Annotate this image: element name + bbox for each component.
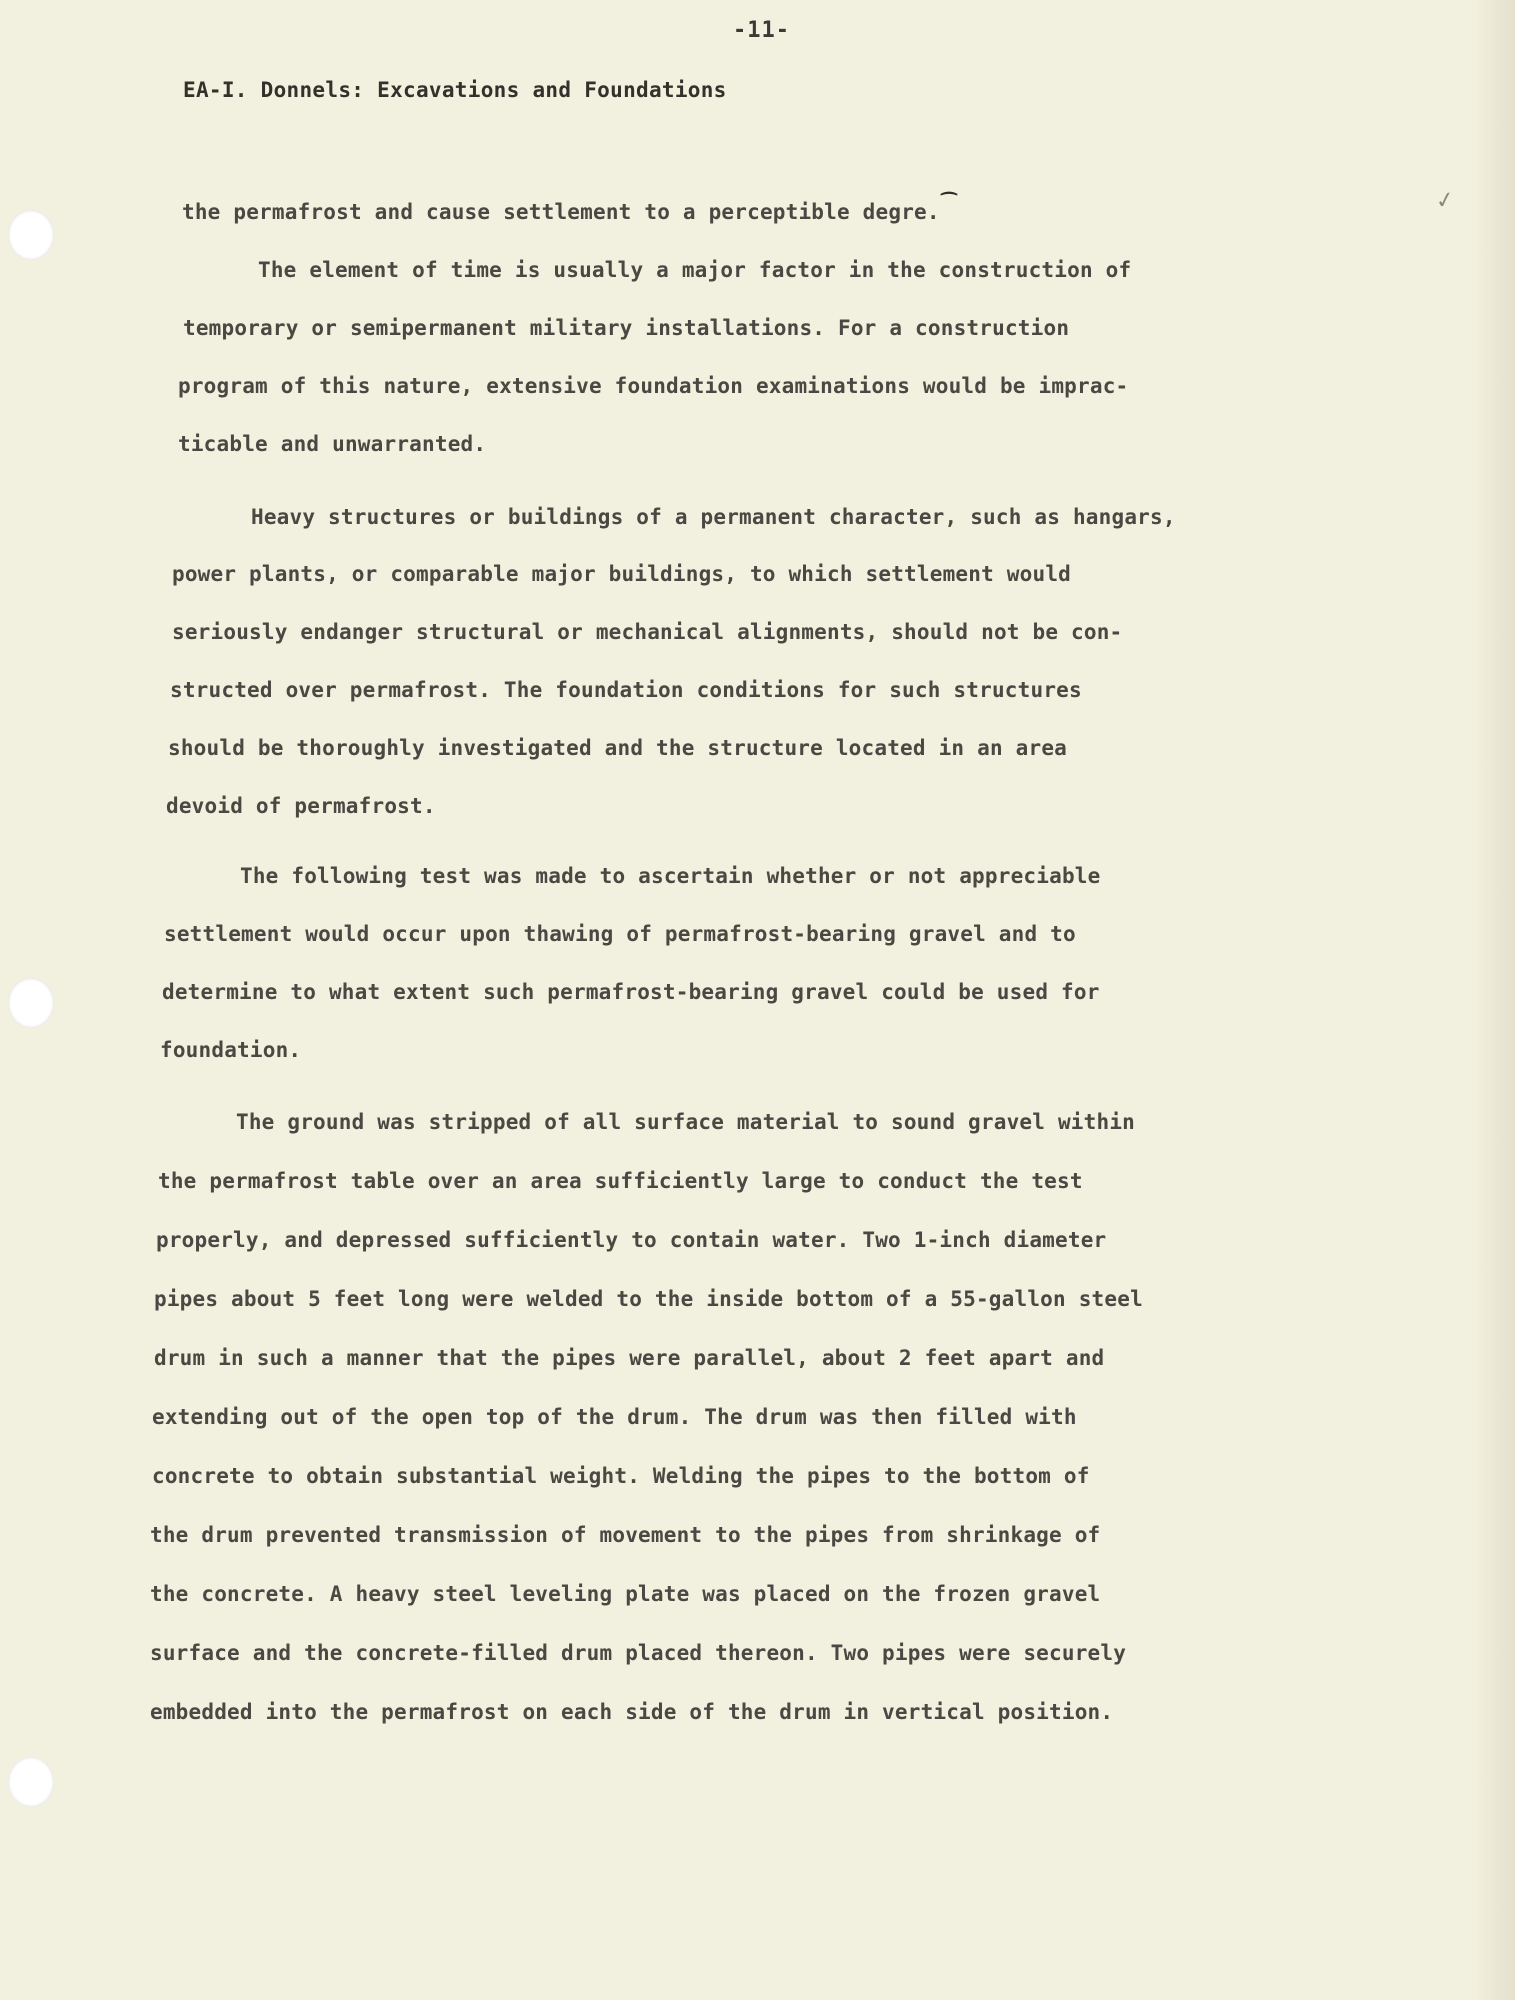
text-line: the permafrost and cause settlement to a perceptible degre. ⁀ bbox=[182, 193, 957, 224]
text-line: concrete to obtain substantial weight. Welding the pipes to the bottom of bbox=[152, 1464, 1090, 1488]
checkmark-icon: ✓ bbox=[1434, 183, 1456, 217]
text-line: ticable and unwarranted. bbox=[178, 432, 487, 456]
text-line: temporary or semipermanent military installations. For a construction bbox=[183, 316, 1070, 340]
punch-hole-top bbox=[8, 210, 54, 260]
text-line: settlement would occur upon thawing of permafrost-bearing gravel and to bbox=[164, 922, 1076, 946]
text-line: foundation. bbox=[160, 1038, 302, 1062]
text-line: pipes about 5 feet long were welded to the inside bottom of a 55-gallon steel bbox=[154, 1287, 1143, 1311]
punch-hole-middle bbox=[8, 978, 54, 1028]
text-line: program of this nature, extensive foundation examinations would be imprac- bbox=[178, 374, 1129, 398]
page-edge-shadow bbox=[1475, 0, 1515, 2000]
text-line: the drum prevented transmission of movement to the pipes from shrinkage of bbox=[150, 1523, 1101, 1547]
text-line: surface and the concrete-filled drum placed thereon. Two pipes were securely bbox=[150, 1641, 1127, 1665]
text-line: properly, and depressed sufficiently to contain water. Two 1-inch diameter bbox=[156, 1228, 1107, 1252]
text-line: determine to what extent such permafrost-bearing gravel could be used for bbox=[162, 980, 1100, 1004]
running-head: EA-I. Donnels: Excavations and Foundations bbox=[183, 78, 727, 102]
text-line: devoid of permafrost. bbox=[166, 794, 436, 818]
text-line: structed over permafrost. The foundation conditions for such structures bbox=[170, 678, 1082, 702]
text-line: embedded into the permafrost on each side of the drum in vertical position. bbox=[150, 1700, 1114, 1724]
text-line: the concrete. A heavy steel leveling plate was placed on the frozen gravel bbox=[150, 1582, 1101, 1606]
page-number: -11- bbox=[733, 18, 790, 43]
text-line: the permafrost table over an area sufficiently large to conduct the test bbox=[158, 1169, 1083, 1193]
text-line: power plants, or comparable major buildings, to which settlement would bbox=[172, 562, 1072, 586]
text-line: The following test was made to ascertain whether or not appreciable bbox=[240, 864, 1101, 888]
text-line: should be thoroughly investigated and the structure located in an area bbox=[168, 736, 1068, 760]
text-line: seriously endanger structural or mechanical alignments, should not be con- bbox=[172, 620, 1123, 644]
punch-hole-bottom bbox=[8, 1757, 54, 1807]
text-line: extending out of the open top of the drum. The drum was then filled with bbox=[152, 1405, 1077, 1429]
text-line: The element of time is usually a major factor in the construction of bbox=[258, 258, 1132, 282]
text-line: drum in such a manner that the pipes were parallel, about 2 feet apart and bbox=[154, 1346, 1105, 1370]
text-line: Heavy structures or buildings of a permanent character, such as hangars, bbox=[251, 505, 1176, 529]
proofreading-mark-icon: ⁀ bbox=[941, 193, 957, 214]
text-line: The ground was stripped of all surface material to sound gravel within bbox=[236, 1110, 1136, 1134]
